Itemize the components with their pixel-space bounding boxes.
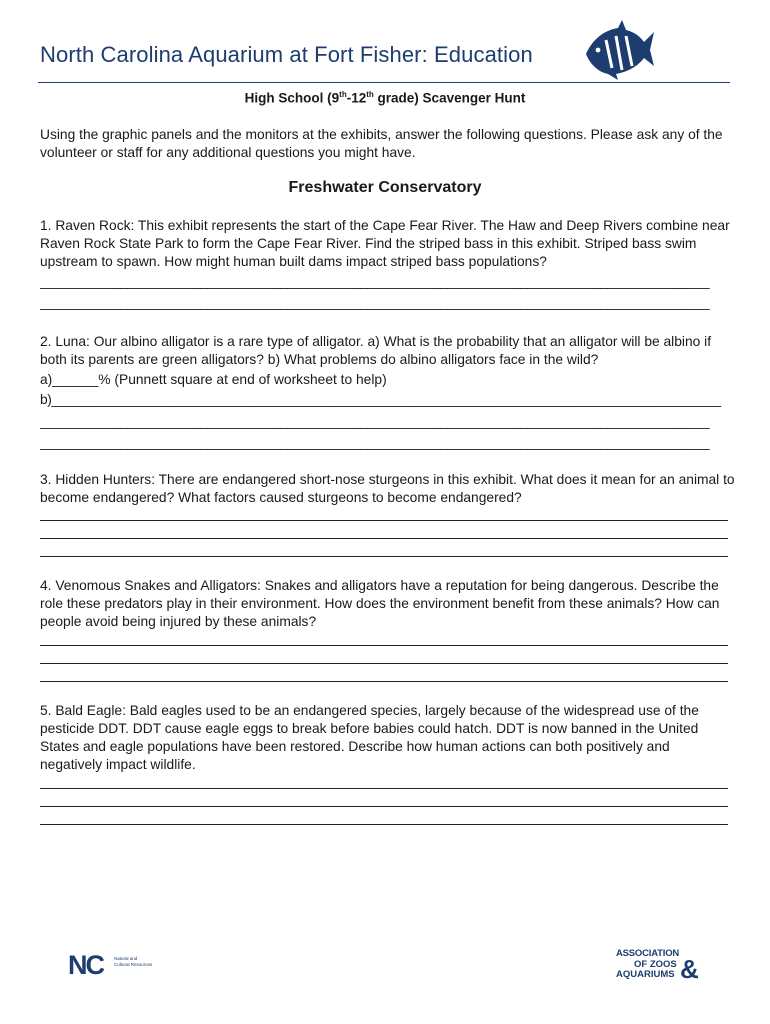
title-divider <box>38 82 730 83</box>
answer-line[interactable] <box>40 538 728 539</box>
answer-line[interactable] <box>40 806 728 807</box>
answer-a-blank[interactable]: a)______% (Punnett square at end of worksheet to help) <box>40 372 387 387</box>
answer-line[interactable]: ____________________________________________________________________________________________ <box>40 435 710 450</box>
question-5: 5. Bald Eagle: Bald eagles used to be an endangered species, largely because of the widespread use of the pesticide DDT. DDT cause eagle eggs to break before babies could hatch. DDT is now banned in the United States and eagle populations have been restored. Describe how human actions can both positively and negatively impact wildlife. <box>40 703 699 772</box>
answer-line[interactable] <box>40 520 728 521</box>
question-4: 4. Venomous Snakes and Alligators: Snakes and alligators have a reputation for being dangerous. Describe the role these predators play in their environment. How does the environment benefit from these animals? How can people avoid being injured by these animals? <box>40 578 720 629</box>
answer-line[interactable] <box>40 645 728 646</box>
aza-logo: ASSOCIATION OF ZOOS AQUARIUMS & <box>616 948 699 984</box>
answer-line[interactable] <box>40 663 728 664</box>
worksheet-subtitle: High School (9th-12th grade) Scavenger Hunt <box>244 90 526 106</box>
answer-line[interactable] <box>40 681 728 682</box>
intro-instructions: Using the graphic panels and the monitors at the exhibits, answer the following questions. Please ask any of the volunteer or staff for any additional questions you might have. <box>40 127 723 160</box>
answer-line[interactable] <box>40 788 728 789</box>
question-1: 1. Raven Rock: This exhibit represents the start of the Cape Fear River. The Haw and Deep Rivers combine near Raven Rock State Park to form the Cape Fear River. Find the striped bass in this exhibit. Striped bass swim upstream to spawn. How might human built dams impact striped bass populations? <box>40 218 730 269</box>
answer-line[interactable]: ____________________________________________________________________________________________ <box>40 295 710 310</box>
question-2: 2. Luna: Our albino alligator is a rare type of alligator. a) What is the probability that an alligator will be albino if both its parents are green alligators? b) What problems do albino alligators face in the wild? <box>40 334 712 367</box>
page-title: North Carolina Aquarium at Fort Fisher: Education <box>40 42 533 67</box>
answer-line[interactable]: ____________________________________________________________________________________________ <box>40 414 710 429</box>
answer-line[interactable] <box>40 824 728 825</box>
answer-line[interactable]: ____________________________________________________________________________________________ <box>40 274 710 289</box>
section-heading: Freshwater Conservatory <box>288 179 482 196</box>
fish-logo-icon <box>582 18 656 80</box>
question-3: 3. Hidden Hunters: There are endangered short-nose sturgeons in this exhibit. What does it mean for an animal to become endangered? What factors caused sturgeons to become endangered? <box>40 472 735 505</box>
answer-line[interactable] <box>40 556 728 557</box>
answer-b-line[interactable]: b)____________________________________________________________________________________________ <box>40 392 721 407</box>
nc-dncr-logo: NC Natural and Cultural Resources <box>68 950 153 980</box>
